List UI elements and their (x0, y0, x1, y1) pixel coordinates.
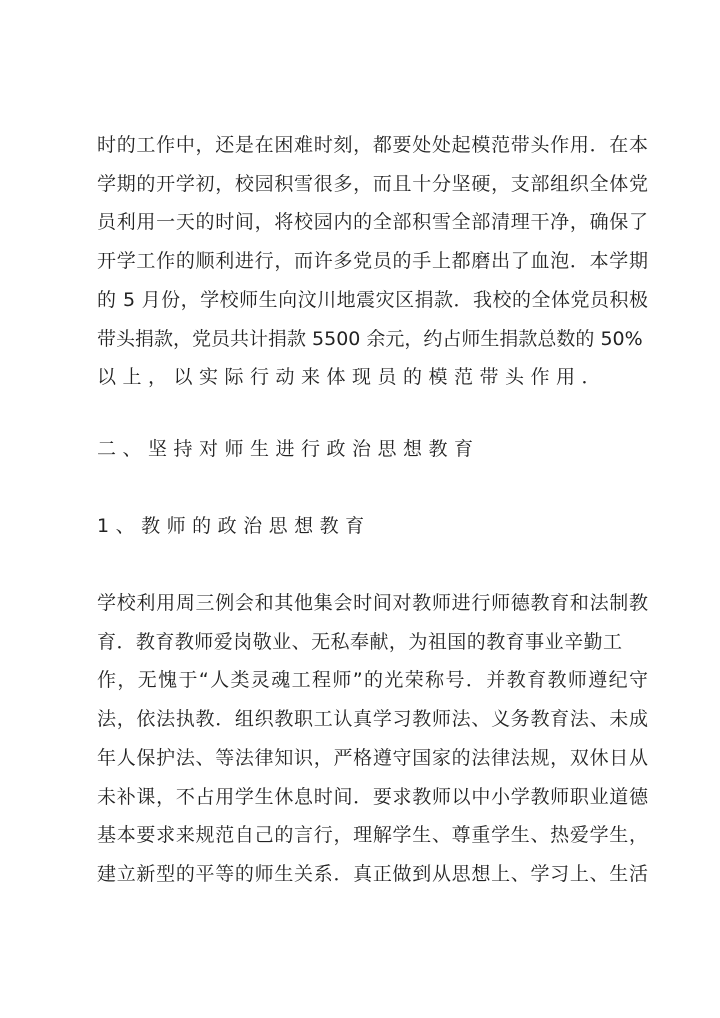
text-line: 年人保护法、等法律知识，严格遵守国家的法律法规，双休日从 (97, 747, 648, 769)
subsection-heading: 1、教师的政治思想教育 (97, 515, 371, 537)
text-line: 建立新型的平等的师生关系．真正做到从思想上、学习上、生活 (97, 863, 648, 885)
text-line: 法，依法执教．组织教职工认真学习教师法、义务教育法、未成 (97, 708, 648, 730)
text-line: 的 5 月份，学校师生向汶川地震灾区捐款．我校的全体党员积极 (97, 289, 648, 311)
text-line: 开学工作的顺利进行，而许多党员的手上都磨出了血泡．本学期 (97, 250, 648, 272)
text-line: 基本要求来规范自己的言行，理解学生、尊重学生、热爱学生， (97, 824, 648, 846)
text-line: 以上，以实际行动来体现员的模范带头作用． (97, 366, 608, 388)
text-line: 带头捐款，党员共计捐款 5500 余元，约占师生捐款总数的 50% (97, 328, 643, 350)
text-line: 学校利用周三例会和其他集会时间对教师进行师德教育和法制教 (97, 592, 648, 614)
text-line: 作，无愧于“人类灵魂工程师”的光荣称号．并教育教师遵纪守 (97, 669, 648, 691)
text-line: 员利用一天的时间，将校园内的全部积雪全部清理干净，确保了 (97, 211, 648, 233)
text-line: 时的工作中，还是在困难时刻，都要处处起模范带头作用．在本 (97, 134, 648, 156)
text-line: 未补课，不占用学生休息时间．要求教师以中小学教师职业道德 (97, 786, 648, 808)
text-line: 学期的开学初，校园积雪很多，而且十分坚硬，支部组织全体党 (97, 173, 648, 195)
section-heading: 二、坚持对师生进行政治思想教育 (97, 438, 480, 460)
text-line: 育．教育教师爱岗敬业、无私奉献，为祖国的教育事业辛勤工 (97, 631, 622, 653)
